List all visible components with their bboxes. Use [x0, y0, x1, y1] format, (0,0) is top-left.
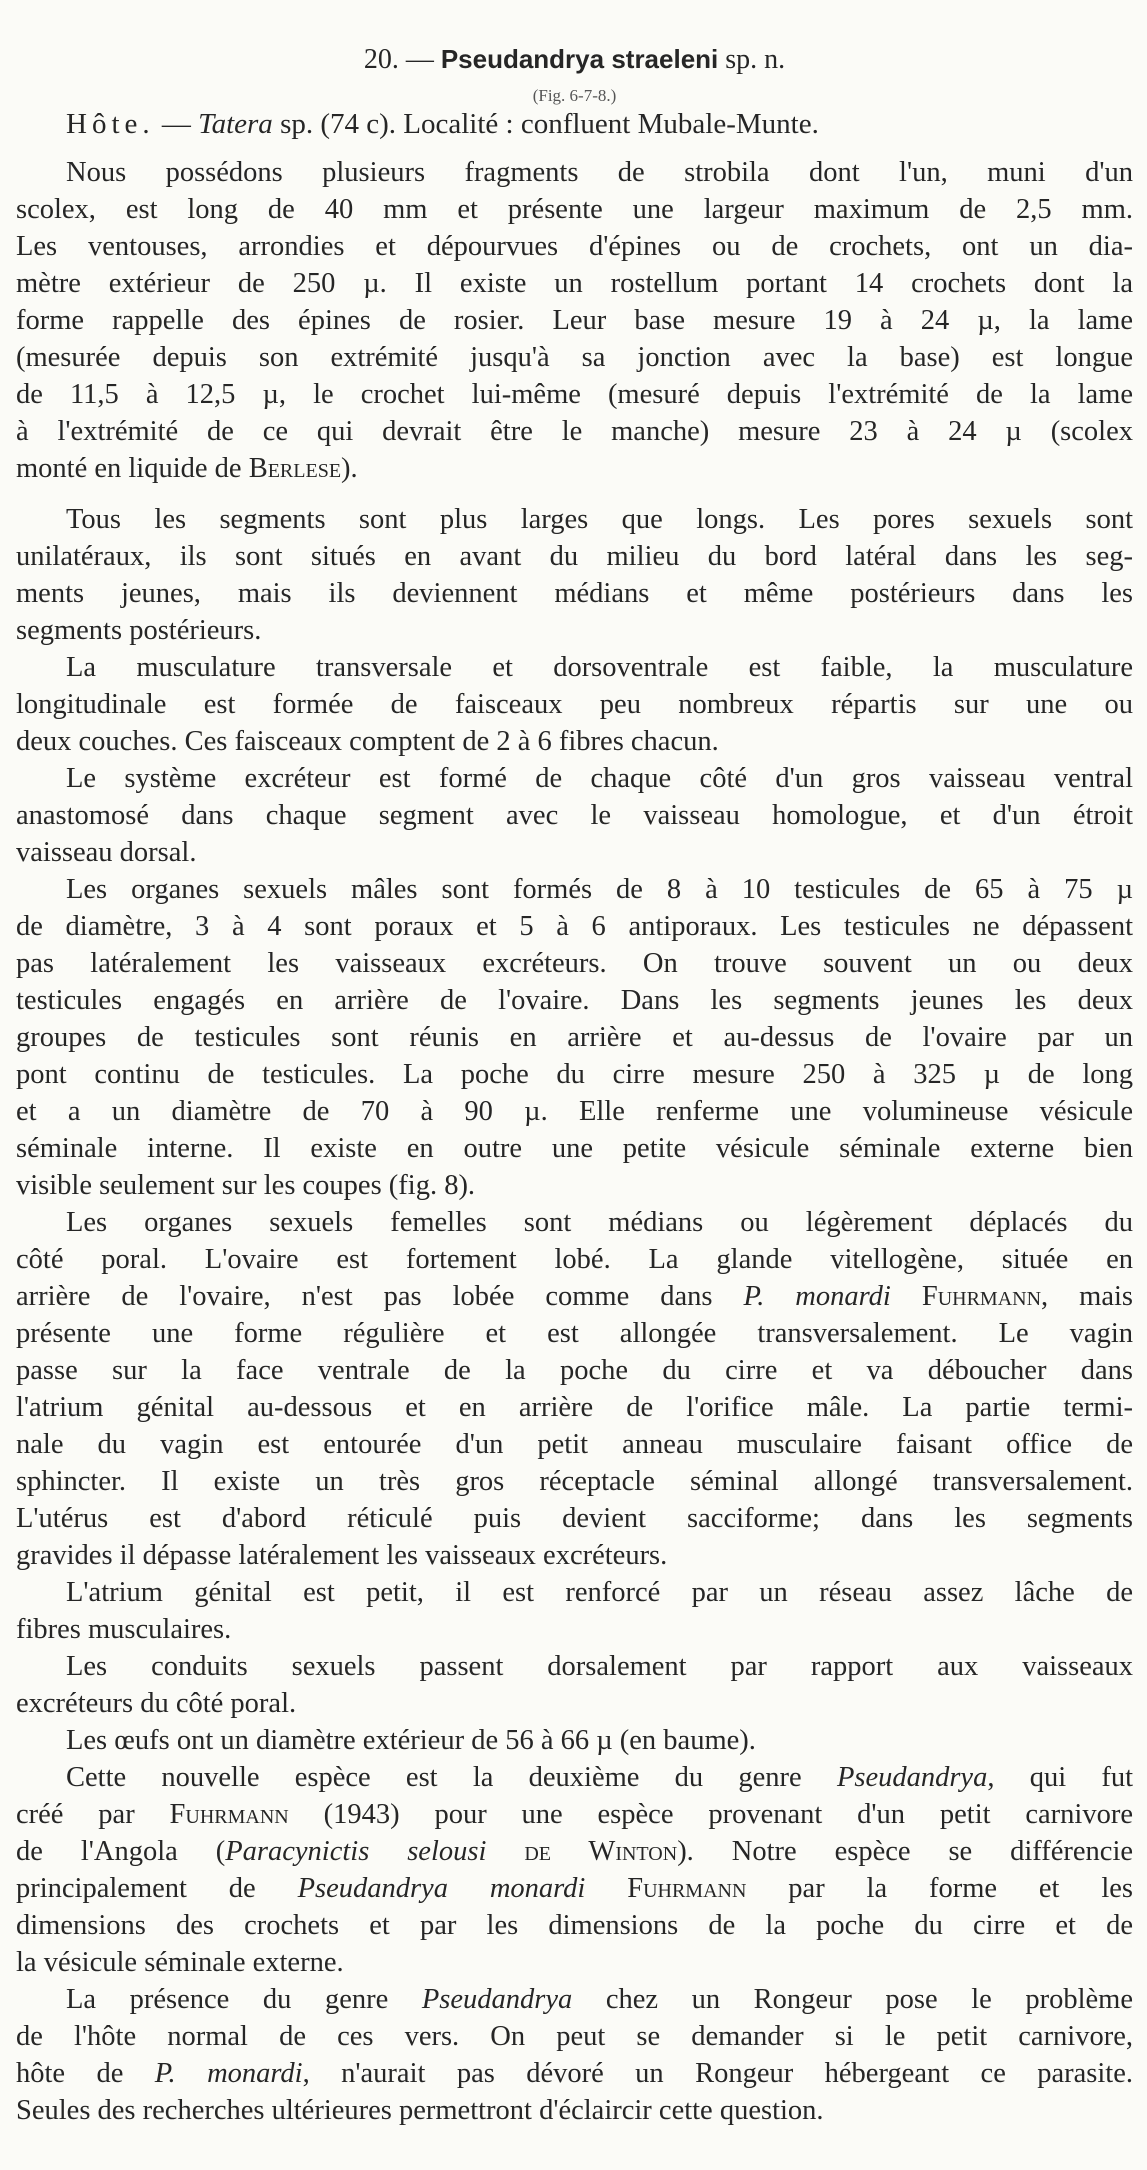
section-number: 20. — — [363, 44, 441, 75]
text-line: sphincter. Il existe un très gros réceptacle séminal allongé transversalement. — [16, 1466, 1133, 1497]
text-segment — [891, 1281, 922, 1312]
text-line: forme rappelle des épines de rosier. Leur base mesure 19 à 24 µ, la lame — [16, 305, 1133, 336]
text-line: L'utérus est d'abord réticulé puis devient sacciforme; dans les segments — [16, 1503, 1133, 1534]
text-segment: de l'Angola ( — [16, 1836, 226, 1867]
paragraph — [16, 871, 1133, 1204]
author-name: Fuhrmann — [169, 1799, 289, 1830]
host-dash: — — [154, 108, 199, 140]
italic-text: P. monardi — [154, 2058, 303, 2089]
host-genus: Tatera — [198, 108, 273, 140]
paragraph — [16, 1204, 1133, 1574]
text-line: deux couches. Ces faisceaux comptent de 2 à 6 fibres chacun. — [16, 726, 719, 757]
author-name: Berlese — [248, 453, 342, 484]
italic-text: Paracynictis selousi — [225, 1836, 487, 1867]
author-name: Fuhrmann — [627, 1873, 747, 1904]
text-line: L'atrium génital est petit, il est renforcé par un réseau assez lâche de — [66, 1577, 1133, 1608]
text-segment: monté en liquide de — [16, 453, 249, 484]
text-line: visible seulement sur les coupes (fig. 8). — [16, 1170, 476, 1201]
text-line — [16, 1796, 1133, 1833]
text-line: groupes de testicules sont réunis en arrière et au-dessus de l'ovaire par un — [16, 1022, 1133, 1053]
text-segment: , mais — [1041, 1281, 1133, 1312]
text-line: Les conduits sexuels passent dorsalement par rapport aux vaisseaux — [66, 1651, 1133, 1682]
text-line: scolex, est long de 40 mm et présente une largeur maximum de 2,5 mm. — [16, 194, 1133, 225]
paragraph — [16, 1981, 1133, 2129]
text-line: de 11,5 à 12,5 µ, le crochet lui-même (mesuré depuis l'extrémité de la lame — [16, 379, 1133, 410]
paragraph — [16, 1648, 1133, 1722]
text-segment: Cette nouvelle espèce est la deuxième du genre — [66, 1762, 837, 1793]
text-line: Nous possédons plusieurs fragments de strobila dont l'un, muni d'un — [66, 157, 1133, 188]
text-line — [16, 1833, 1133, 1870]
text-segment: ). — [341, 453, 358, 484]
text-line: nale du vagin est entourée d'un petit anneau musculaire faisant office de — [16, 1429, 1133, 1460]
text-line: Les organes sexuels mâles sont formés de 8 à 10 testicules de 65 à 75 µ — [66, 874, 1133, 905]
text-line: longitudinale est formée de faisceaux peu nombreux répartis sur une ou — [16, 689, 1133, 720]
text-line: pas latéralement les vaisseaux excréteurs. On trouve souvent un ou deux — [16, 948, 1133, 979]
text-segment — [486, 1836, 524, 1867]
text-line: fibres musculaires. — [16, 1614, 232, 1645]
text-line — [16, 2055, 1133, 2092]
text-line — [16, 450, 1133, 487]
paragraph — [16, 760, 1133, 871]
author-name: Fuhrmann — [921, 1281, 1042, 1312]
species-suffix: sp. n. — [718, 44, 786, 75]
text-line: Tous les segments sont plus larges que longs. Les pores sexuels sont — [66, 504, 1133, 535]
author-name: de Winton — [524, 1836, 678, 1867]
paragraph — [16, 154, 1133, 487]
text-line: unilatéraux, ils sont situés en avant du milieu du bord latéral dans les seg- — [16, 541, 1133, 572]
text-line: gravides il dépasse latéralement les vaisseaux excréteurs. — [16, 1540, 668, 1571]
paragraph — [16, 501, 1133, 649]
paragraph — [16, 1759, 1133, 1981]
text-segment: arrière de l'ovaire, n'est pas lobée comme dans — [16, 1281, 744, 1312]
text-line: La musculature transversale et dorsoventrale est faible, la musculature — [66, 652, 1133, 683]
italic-text: Pseudandrya monardi — [297, 1873, 586, 1904]
host-label: Hôte. — [66, 108, 155, 140]
italic-text: Pseudandrya — [421, 1984, 573, 2015]
text-line — [16, 1981, 1133, 2018]
text-segment: ). Notre espèce se différencie — [677, 1836, 1134, 1867]
italic-text: P. monardi — [743, 1281, 891, 1312]
text-line: et a un diamètre de 70 à 90 µ. Elle renferme une volumineuse vésicule — [16, 1096, 1133, 1127]
host-line — [66, 108, 819, 141]
italic-text: Pseudandrya — [836, 1762, 988, 1793]
text-line — [16, 1759, 1133, 1796]
section-heading — [16, 44, 1133, 76]
text-line: Seules des recherches ultérieures permettront d'éclaircir cette question. — [16, 2095, 824, 2126]
text-line: excréteurs du côté poral. — [16, 1688, 297, 1719]
paragraph — [16, 1722, 1133, 1759]
paragraph — [16, 1574, 1133, 1648]
text-line: ments jeunes, mais ils deviennent médians et même postérieurs dans les — [16, 578, 1133, 609]
text-segment: hôte de — [16, 2058, 155, 2089]
text-segment: chez un Rongeur pose le problème — [572, 1984, 1133, 2015]
text-line: dimensions des crochets et par les dimensions de la poche du cirre et de — [16, 1910, 1133, 1941]
text-line: Les ventouses, arrondies et dépourvues d'épines ou de crochets, ont un dia- — [16, 231, 1133, 262]
text-line: pont continu de testicules. La poche du cirre mesure 250 à 325 µ de long — [16, 1059, 1133, 1090]
text-line: l'atrium génital au-dessous et en arrière de l'orifice mâle. La partie termi- — [16, 1392, 1133, 1423]
text-segment: La présence du genre — [66, 1984, 422, 2015]
text-segment: , n'aurait pas dévoré un Rongeur hébergeant ce parasite. — [302, 2058, 1133, 2089]
host-details: sp. (74 c). Localité : confluent Mubale-Munte. — [272, 108, 819, 140]
text-line: Les œufs ont un diamètre extérieur de 56 à 66 µ (en baume). — [66, 1725, 756, 1756]
text-line: passe sur la face ventrale de la poche du cirre et va déboucher dans — [16, 1355, 1133, 1386]
text-line: à l'extrémité de ce qui devrait être le manche) mesure 23 à 24 µ (scolex — [16, 416, 1133, 447]
text-segment: , qui fut — [987, 1762, 1134, 1793]
text-line: Les organes sexuels femelles sont médians ou légèrement déplacés du — [66, 1207, 1133, 1238]
text-segment — [585, 1873, 627, 1904]
text-line: séminale interne. Il existe en outre une petite vésicule séminale externe bien — [16, 1133, 1133, 1164]
paragraph — [16, 649, 1133, 760]
text-segment: créé par — [16, 1799, 170, 1830]
text-line: la vésicule séminale externe. — [16, 1947, 344, 1978]
text-line: Le système excréteur est formé de chaque côté d'un gros vaisseau ventral — [66, 763, 1133, 794]
text-line: de diamètre, 3 à 4 sont poraux et 5 à 6 antiporaux. Les testicules ne dépassent — [16, 911, 1133, 942]
species-name: Pseudandrya straeleni — [440, 44, 719, 74]
figure-reference: (Fig. 6-7-8.) — [532, 86, 617, 105]
text-line: (mesurée depuis son extrémité jusqu'à sa jonction avec la base) est longue — [16, 342, 1133, 373]
text-segment: (1943) pour une espèce provenant d'un petit carnivore — [288, 1799, 1133, 1830]
text-line: présente une forme régulière et est allongée transversalement. Le vagin — [16, 1318, 1133, 1349]
text-line: mètre extérieur de 250 µ. Il existe un rostellum portant 14 crochets dont la — [16, 268, 1133, 299]
text-segment: principalement de — [16, 1873, 298, 1904]
text-line — [16, 1870, 1133, 1907]
text-line: de l'hôte normal de ces vers. On peut se demander si le petit carnivore, — [16, 2021, 1133, 2052]
text-line: vaisseau dorsal. — [16, 837, 197, 868]
text-line: anastomosé dans chaque segment avec le vaisseau homologue, et d'un étroit — [16, 800, 1133, 831]
text-line — [16, 1278, 1133, 1315]
text-line: testicules engagés en arrière de l'ovaire. Dans les segments jeunes les deux — [16, 985, 1133, 1016]
text-line: côté poral. L'ovaire est fortement lobé. La glande vitellogène, située en — [16, 1244, 1133, 1275]
text-segment: par la forme et les — [746, 1873, 1133, 1904]
body-text — [16, 154, 1133, 2129]
text-line: segments postérieurs. — [16, 615, 262, 646]
